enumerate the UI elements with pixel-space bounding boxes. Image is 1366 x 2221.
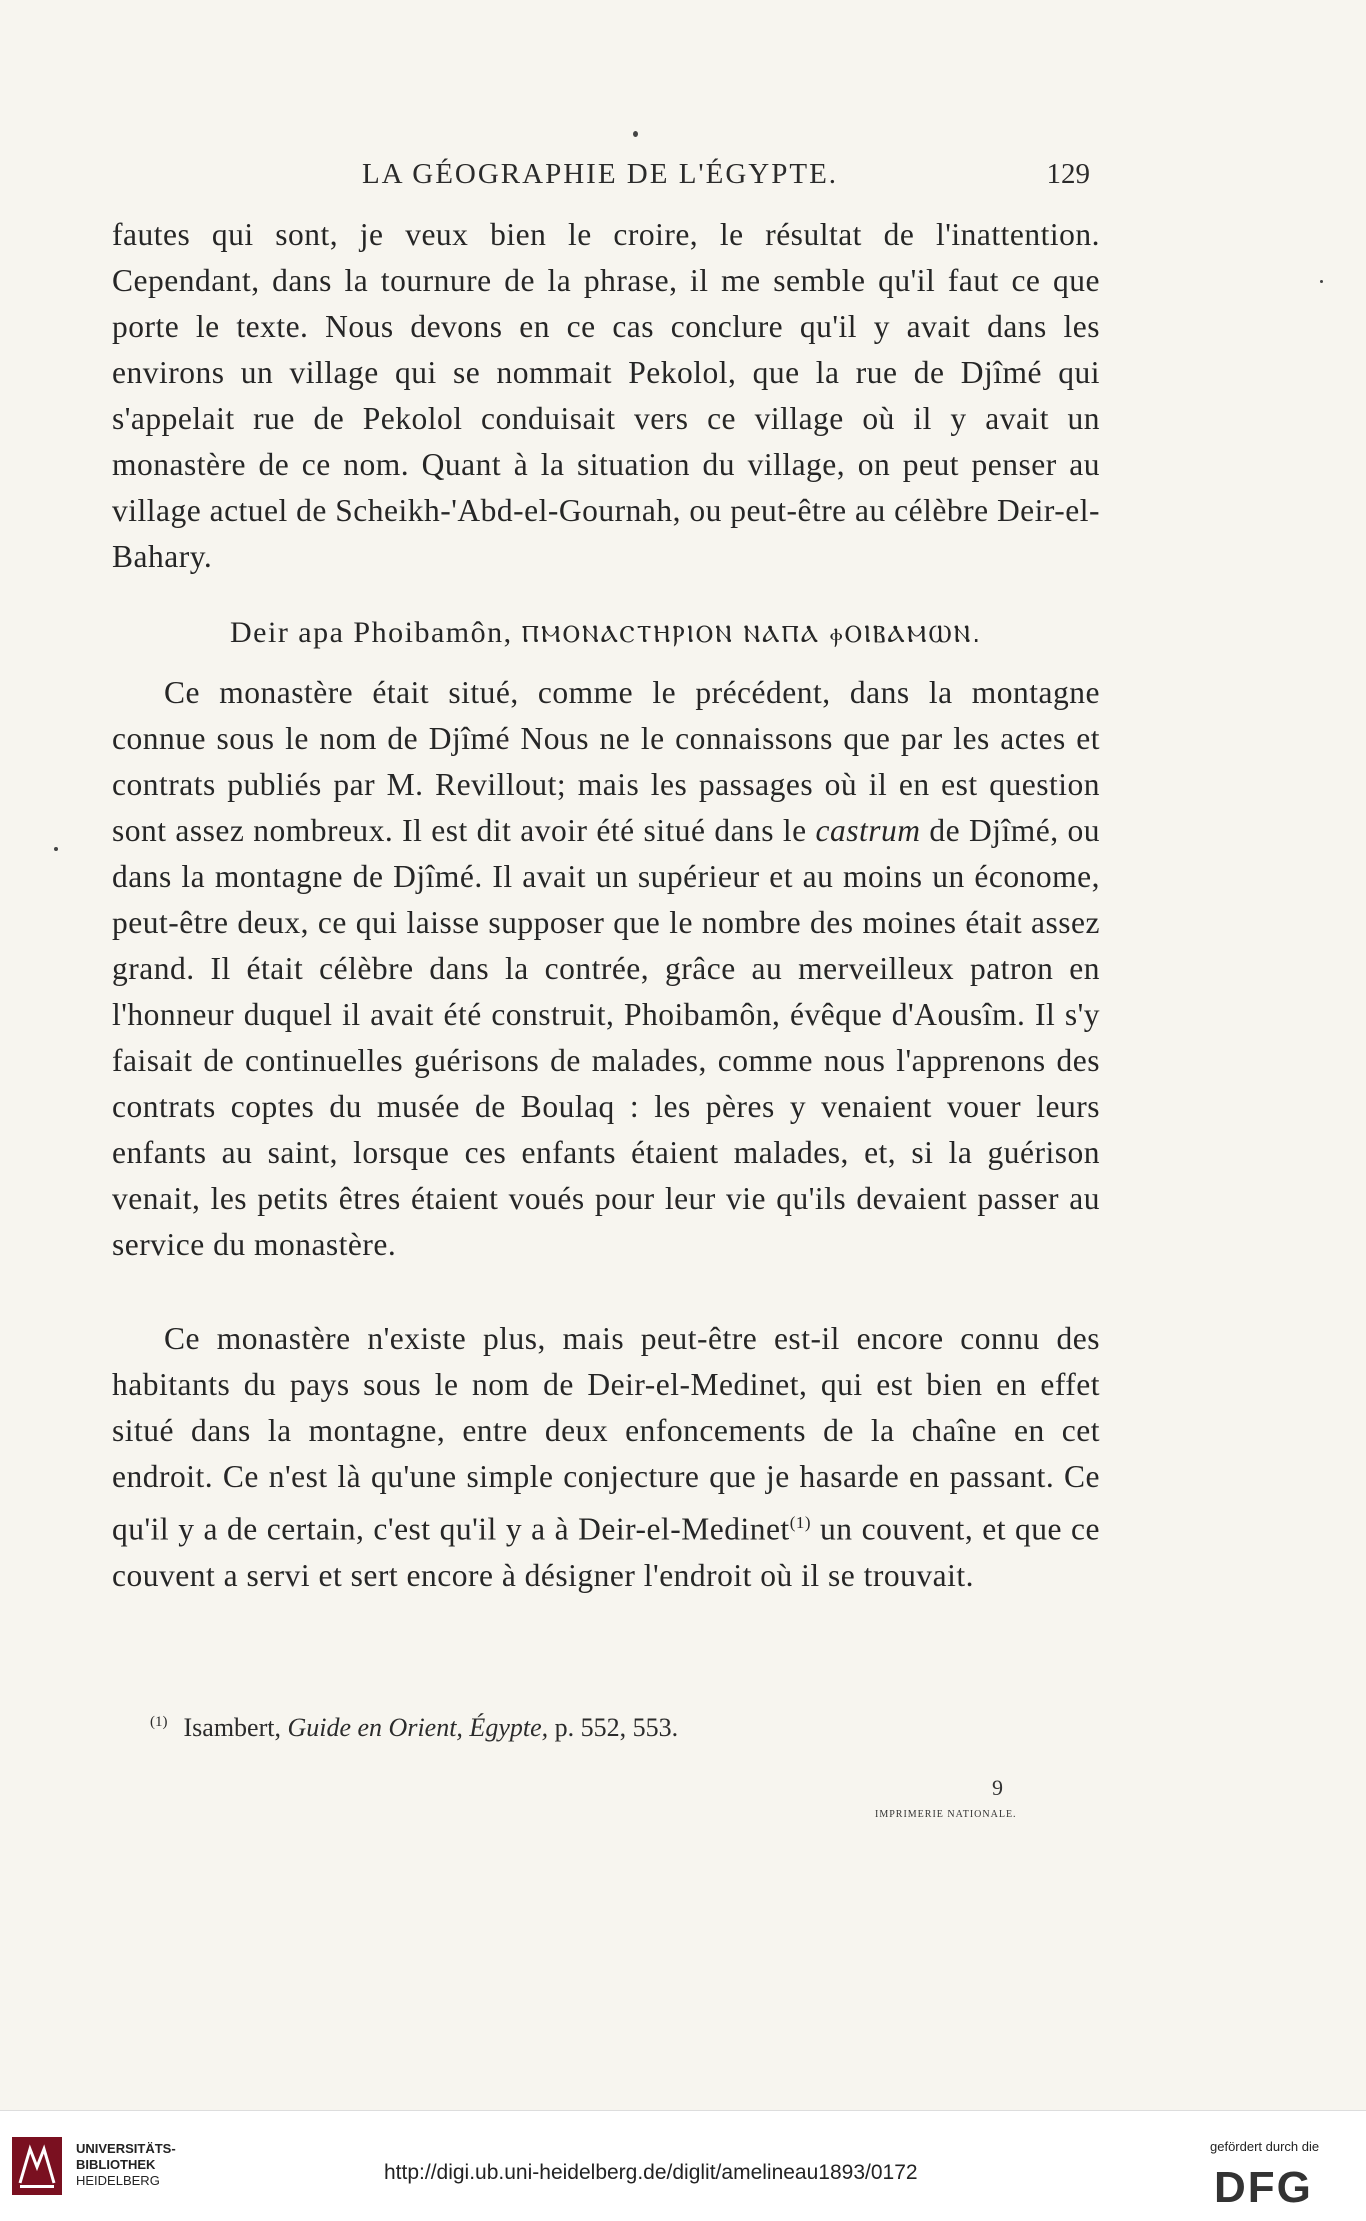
signature-mark: 9 xyxy=(992,1775,1003,1800)
funder-label: gefördert durch die xyxy=(1210,2139,1320,2154)
castrum-italic: castrum xyxy=(815,813,921,848)
paragraph-3-text-b: un couvent, et que ce couvent a servi et sert encore à désigner l'endroit où il se trouvait. xyxy=(112,1511,1100,1593)
footer-bar xyxy=(0,2110,1366,2221)
seal-icon xyxy=(12,2137,62,2195)
library-line-3: HEIDELBERG xyxy=(76,2173,160,2188)
library-name xyxy=(76,2141,176,2189)
section-heading xyxy=(112,616,1100,650)
dfg-logo: DFG xyxy=(1214,2163,1313,2212)
permalink-url[interactable]: http://digi.ub.uni-heidelberg.de/diglit/amelineau1893/0172 xyxy=(384,2161,918,2184)
ink-speck xyxy=(633,131,638,137)
paragraph-1: fautes qui sont, je veux bien le croire, le résultat de l'inattention. Cependant, dans la tournure de la phrase, il me semble qu'il faut ce que porte le texte. Nous devons en ce cas conclure qu'il y avait dans les environs un village qui se nommait Pekolol, que la rue de Djîmé qui s'appelait rue de Pekolol conduisait vers ce village où il y avait un monastère de ce nom. Quant à la situation du village, on peut penser au village actuel de Scheikh-'Abd-el-Gournah, ou peut-être au célèbre Deir-el-Bahary. xyxy=(112,217,1100,574)
paragraph-2-text-b: de Djîmé, ou dans la montagne de Djîmé. Il avait un supérieur et au moins un économe, peut-être deux, ce qui laisse supposer que le nombre des moines était assez grand. Il était célèbre dans la contrée, grâce au merveilleux patron en l'honneur duquel il avait été construit, Phoibamôn, évêque d'Aousîm. Il s'y faisait de continuelles guérisons de malades, comme nous l'apprenons des contrats coptes du musée de Boulaq : les pères y venaient vouer leurs enfants au saint, lorsque ces enfants étaient malades, et, si la guérison venait, les petits êtres étaient voués pour leur vie qu'ils devaient passer au service du monastère. xyxy=(112,813,1101,1262)
running-title: LA GÉOGRAPHIE DE L'ÉGYPTE. xyxy=(361,158,839,190)
paragraph-2 xyxy=(112,670,1100,1268)
ink-speck xyxy=(1320,280,1323,283)
paragraph-3-text-a: Ce monastère n'existe plus, mais peut-être est-il encore connu des habitants du pays sous le nom de Deir-el-Medinet, qui est bien en effet situé dans la montagne, entre deux enfoncements de la chaîne en cet endroit. Ce n'est là qu'une simple conjecture que je hasarde en passant. Ce qu'il y a de certain, c'est qu'il y a à Deir-el-Medinet xyxy=(112,1321,1100,1547)
imprint: IMPRIMERIE NATIONALE. xyxy=(875,1809,1017,1820)
footnote-title: Guide en Orient, Égypte, xyxy=(287,1713,549,1742)
page-number: 129 xyxy=(1046,158,1090,190)
university-logo-icon xyxy=(12,2137,62,2195)
library-line-2: BIBLIOTHEK xyxy=(76,2157,156,2172)
footnote-author: Isambert, xyxy=(183,1713,281,1742)
footnote-reference: (1) xyxy=(789,1513,812,1532)
ink-speck xyxy=(54,847,58,851)
heading-latin: Deir apa Phoibamôn, xyxy=(230,616,513,649)
paragraph-3 xyxy=(112,1316,1100,1599)
footnote xyxy=(150,1713,1050,1743)
heading-coptic: ⲠⲘⲞⲚⲀⲤⲦⲎⲢⲒⲞⲚ ⲚⲀⲠⲀ ⲫⲞⲒⲂⲀⲘⲰⲚ. xyxy=(521,620,982,648)
running-head xyxy=(110,158,1090,198)
library-line-1: UNIVERSITÄTS- xyxy=(76,2141,176,2156)
footnote-pages: p. 552, 553. xyxy=(554,1713,679,1742)
paragraph-2-text-a: Ce monastère était situé, comme le précédent, dans la montagne connue sous le nom de Djîmé Nous ne le connaissons que par les actes et contrats publiés par M. Revillout; mais les passages où il en est question sont assez nombreux. Il est dit avoir été situé dans le xyxy=(112,675,1100,848)
footnote-marker: (1) xyxy=(150,1714,168,1731)
